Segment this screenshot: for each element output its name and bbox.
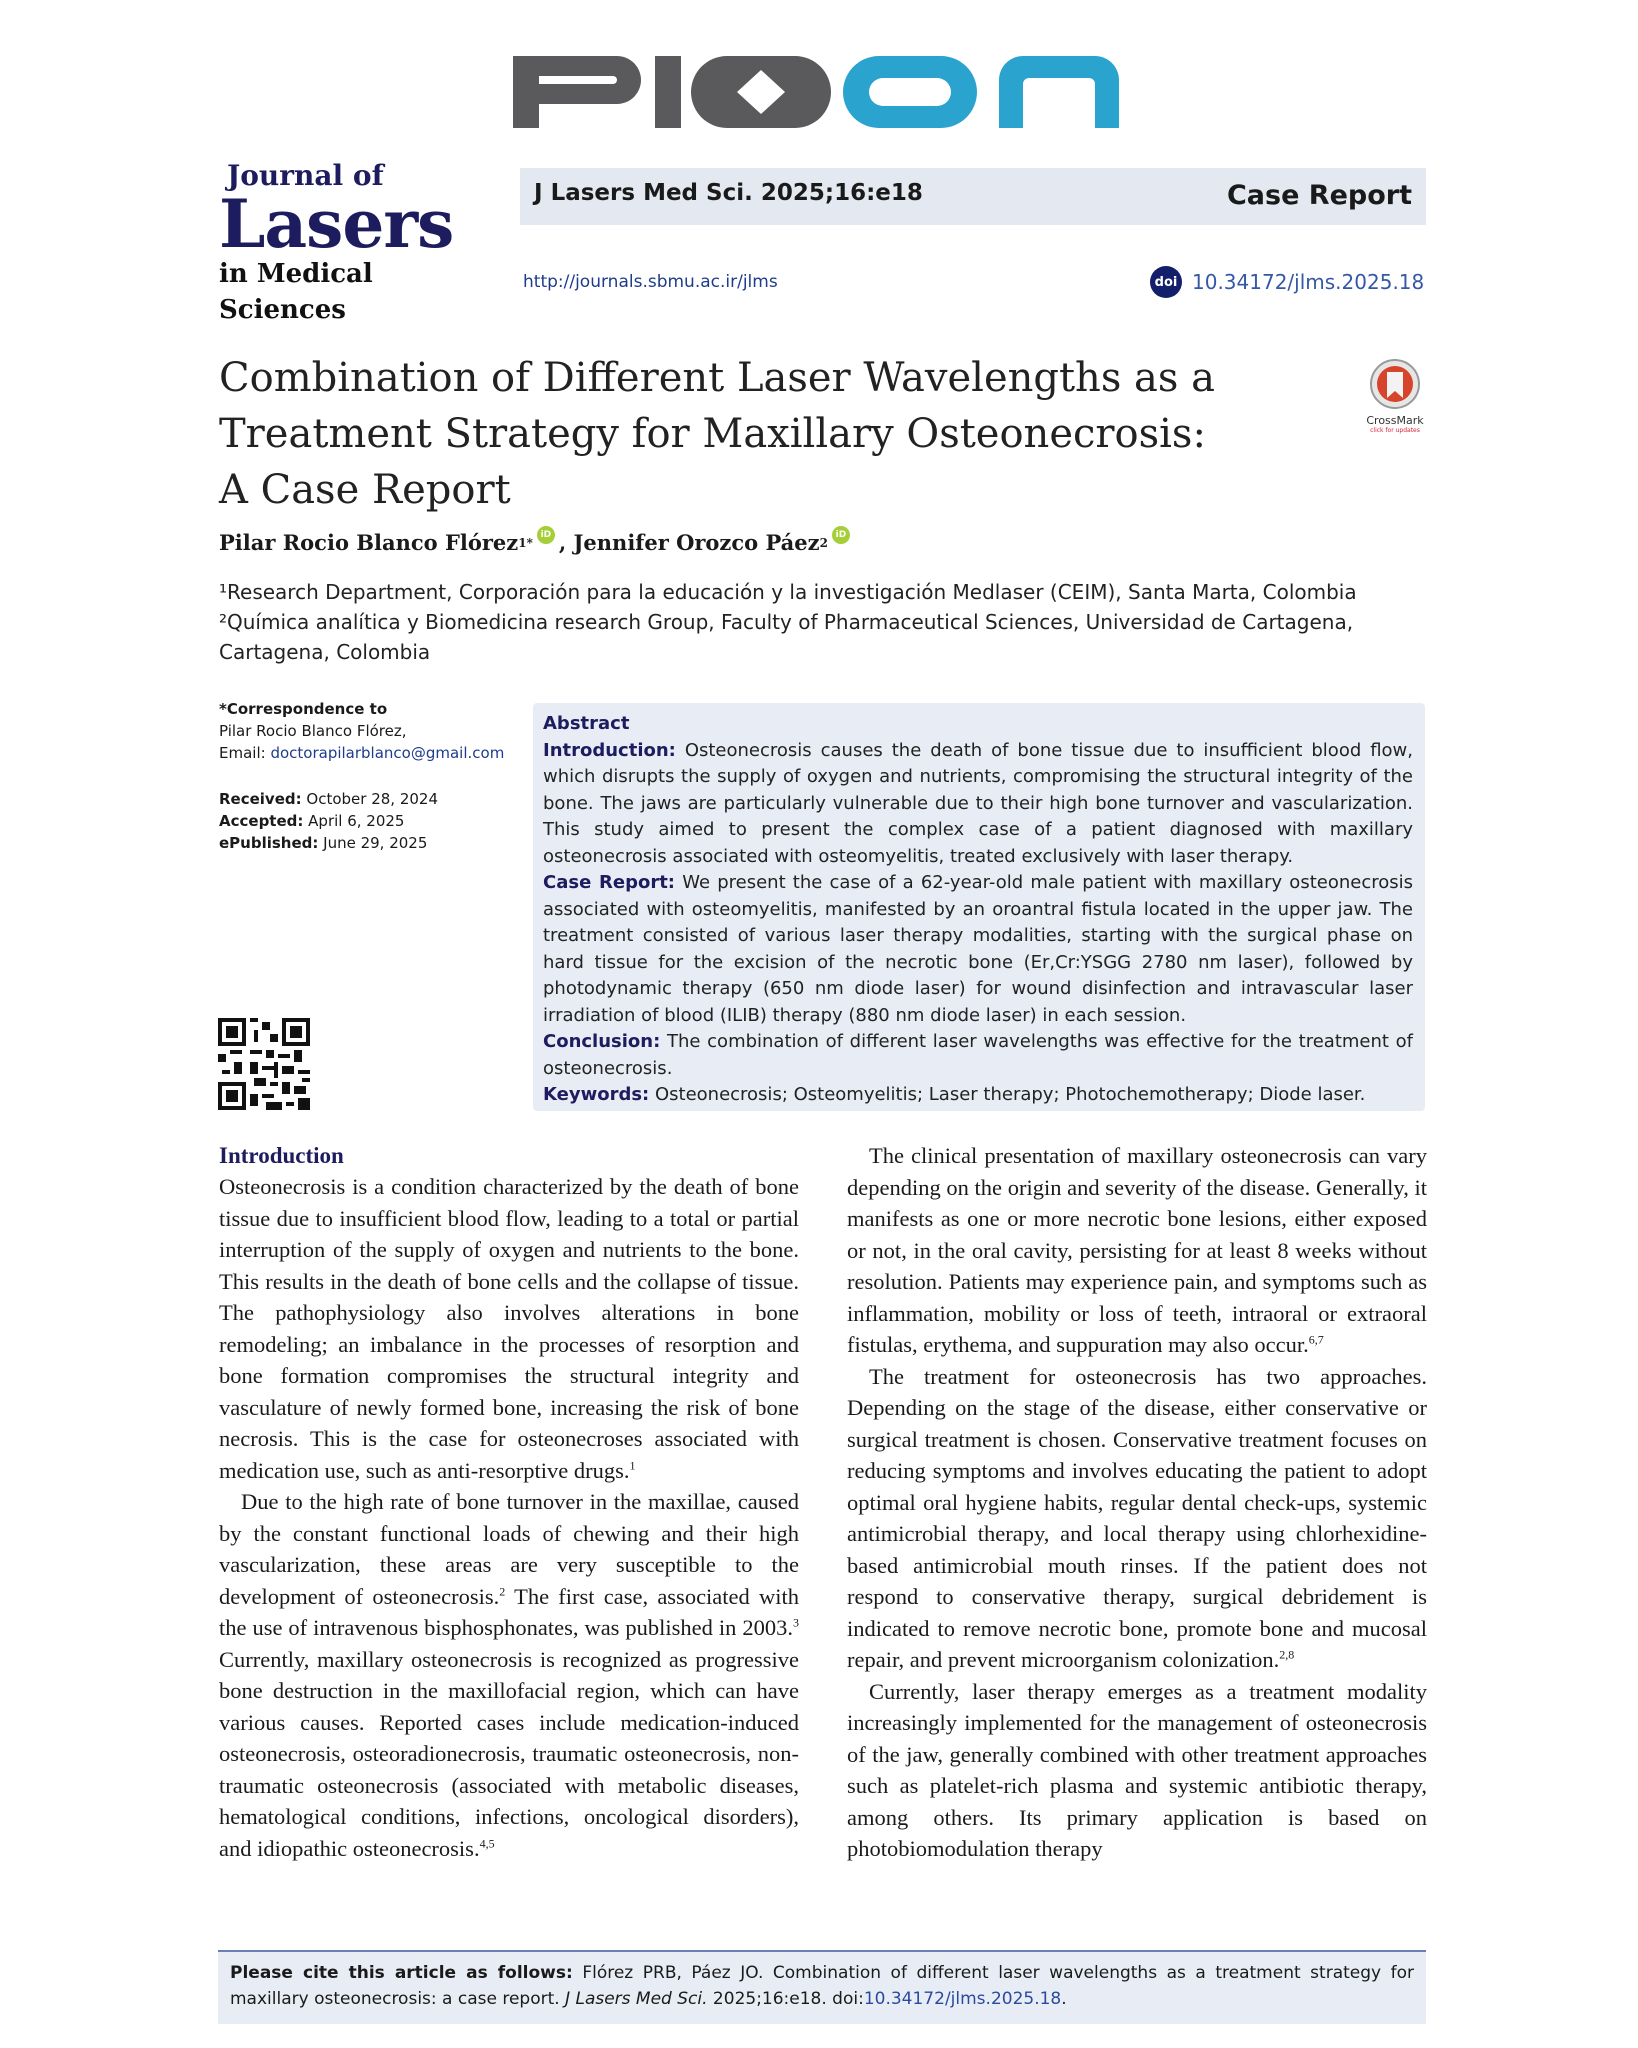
journal-line3: in Medical Sciences	[219, 259, 373, 325]
title-line: Treatment Strategy for Maxillary Osteonecrosis:	[219, 411, 1206, 457]
reference-sup[interactable]: 3	[793, 1615, 799, 1630]
journal-line2: Lasers	[219, 185, 454, 263]
email-label: Email:	[219, 744, 271, 762]
keywords-label: Keywords:	[543, 1084, 650, 1105]
conclusion-text: The combination of different laser wavelengths was effective for the treatment of osteonecrosis.	[543, 1031, 1413, 1079]
paragraph-text: Currently, laser therapy emerges as a treatment modality increasingly implemented for the management of osteonecrosis of the jaw, generally combined with other treatment approaches such as platelet-rich plasma and systemic antibiotic therapy, among others. Its primary application is based on photobiomodulation therapy	[847, 1678, 1427, 1861]
article-title	[219, 350, 1279, 518]
correspondence	[219, 698, 519, 764]
affiliation: ¹Research Department, Corporación para la educación y la investigación Medlaser (CEIM), Santa Marta, Colombia	[219, 580, 1357, 604]
cite-journal: J Lasers Med Sci.	[565, 1989, 708, 2009]
orcid-icon[interactable]: iD	[537, 526, 555, 544]
cite-text: Flórez PRB, Páez JO. Combination of different laser wavelengths as a treatment strategy for maxillary osteonecrosis: a case report.	[230, 1963, 1414, 2009]
paragraph-text: Osteonecrosis is a condition characterized by the death of bone tissue due to insufficient blood flow, leading to a total or partial interruption of the supply of oxygen and nutrients to the bone. This results in the death of bone cells and the collapse of tissue. The pathophysiology also involves alterations in bone remodeling; an imbalance in the processes of resorption and bone formation compromises the structural integrity and vasculature of newly formed bone, increasing the risk of bone necrosis. This is the case for osteonecroses associated with medication use, such as anti-resorptive drugs.	[219, 1174, 799, 1483]
paragraph-text: Due to the high rate of bone turnover in the maxillae, caused by the constant functional loads of chewing and their high vascularization, these areas are very susceptible to the development of osteonecrosis.	[219, 1489, 799, 1609]
case-label: Case Report:	[543, 872, 676, 893]
journal-url[interactable]: http://journals.sbmu.ac.ir/jlms	[523, 272, 778, 292]
epub-date: June 29, 2025	[318, 834, 428, 852]
paragraph-text: The clinical presentation of maxillary osteonecrosis can vary depending on the origin and severity of the disease. Generally, it manifests as one or more necrotic bone lesions, either exposed or not, in the oral cavity, persisting for at least 8 weeks without resolution. Patients may experience pain, and symptoms such as inflammation, mobility or loss of teeth, intraoral or extraoral fistulas, erythema, and suppuration may also occur.	[847, 1143, 1427, 1357]
keywords-text: Osteonecrosis; Osteomyelitis; Laser therapy; Photochemotherapy; Diode laser.	[649, 1084, 1366, 1105]
crossmark-icon	[1369, 358, 1421, 410]
abstract-box	[533, 703, 1425, 1111]
body-column-left	[219, 1140, 799, 1864]
cite-label: Please cite this article as follows:	[230, 1963, 573, 1983]
body-column-right	[847, 1140, 1427, 1865]
intro-label: Introduction:	[543, 739, 676, 761]
accepted-date: April 6, 2025	[303, 812, 405, 830]
reference-sup[interactable]: 6,7	[1308, 1332, 1324, 1347]
affiliation: ²Química analítica y Biomedicina research Group, Faculty of Pharmaceutical Sciences, Universidad de Cartagena,	[219, 610, 1354, 634]
crossmark-sub: click for updates	[1370, 427, 1420, 434]
paragraph	[847, 1676, 1427, 1865]
article-dates	[219, 788, 438, 854]
received-label: Received:	[219, 790, 302, 808]
epub-label: ePublished:	[219, 834, 319, 852]
cite-tail: 2025;16:e18. doi:	[707, 1989, 864, 2009]
paragraph	[219, 1171, 799, 1486]
author-list: Pilar Rocio Blanco Flórez 1* iD , Jennifer Orozco Páez 2 iD	[219, 530, 854, 555]
author-name: Pilar Rocio Blanco Flórez	[219, 530, 519, 555]
correspondence-name: Pilar Rocio Blanco Flórez,	[219, 722, 407, 740]
conclusion-label: Conclusion:	[543, 1031, 661, 1052]
citation-bar	[520, 168, 1426, 225]
reference-sup[interactable]: 4,5	[479, 1836, 495, 1850]
reference-sup[interactable]: 2	[499, 1584, 506, 1598]
title-line: Combination of Different Laser Wavelengths as a	[219, 355, 1215, 401]
article-type: Case Report	[1226, 180, 1412, 211]
journal-brand	[219, 160, 499, 328]
paragraph-text: Currently, maxillary osteonecrosis is recognized as progressive bone destruction in the maxillofacial region, which can have various causes. Reported cases include medication-induced osteonecrosis, osteoradionecrosis, traumatic osteonecrosis, non-traumatic osteonecrosis (associated with metabolic diseases, hematological conditions, infections, oncological disorders), and idiopathic osteonecrosis.	[219, 1646, 799, 1861]
paragraph-text: The treatment for osteonecrosis has two approaches. Depending on the stage of the disease, either conservative or surgical treatment is chosen. Conservative treatment focuses on reducing symptoms and involves educating the patient to adopt optimal oral hygiene habits, regular dental check-ups, systemic antimicrobial therapy, and local therapy using chlorhexidine-based antimicrobial mouth rinses. If the patient does not respond to conservative therapy, surgical debridement is indicated to remove necrotic bone, promote bone and mucosal repair, and prevent microorganism colonization.	[847, 1363, 1427, 1672]
journal-citation: J Lasers Med Sci. 2025;16:e18	[534, 180, 923, 206]
cite-this-article	[218, 1950, 1426, 2024]
email-link[interactable]: doctorapilarblanco@gmail.com	[270, 744, 505, 762]
accepted-label: Accepted:	[219, 812, 304, 830]
reference-sup[interactable]: 1	[629, 1458, 636, 1472]
paragraph	[847, 1361, 1427, 1676]
cite-end: .	[1061, 1989, 1067, 2009]
title-line: A Case Report	[219, 467, 511, 513]
orcid-icon[interactable]: iD	[832, 526, 850, 544]
case-text: We present the case of a 62-year-old male patient with maxillary osteonecrosis associated with osteomyelitis, manifested by an oroantral fistula located in the upper jaw. The treatment consisted of various laser therapy modalities, starting with the surgical phase on hard tissue for the excision of the necrotic bone (Er,Cr:YSGG 2780 nm laser), followed by photodynamic therapy (650 nm diode laser) for wound disinfection and intravascular laser irradiation of blood (ILIB) therapy (880 nm diode laser) in each session.	[543, 872, 1413, 1026]
qr-code-icon[interactable]	[218, 1018, 310, 1110]
doi-icon: doi	[1150, 266, 1182, 298]
abstract-heading: Abstract	[543, 713, 630, 734]
paragraph-text: The first case, associated with the use of intravenous bisphosphonates, was published in 2003.	[219, 1583, 800, 1640]
received-date: October 28, 2024	[301, 790, 438, 808]
affiliations	[219, 577, 1369, 667]
paragraph	[219, 1486, 799, 1864]
doi-text: 10.34172/jlms.2025.18	[1192, 270, 1425, 294]
intro-text: Osteonecrosis causes the death of bone tissue due to insufficient blood flow, which disrupts the supply of oxygen and nutrients, compromising the structural integrity of the bone. The jaws are particularly vulnerable due to their high bone turnover and vascularization. This study aimed to present the complex case of a patient diagnosed with maxillary osteonecrosis associated with osteomyelitis, treated exclusively with laser therapy.	[543, 739, 1413, 867]
paragraph	[847, 1140, 1427, 1361]
crossmark-badge[interactable]	[1360, 358, 1430, 434]
pioon-logo	[505, 50, 1135, 132]
journal-line1: Journal of	[227, 159, 384, 192]
cite-doi-link[interactable]: 10.34172/jlms.2025.18	[863, 1989, 1062, 2009]
author-name: Jennifer Orozco Páez	[573, 530, 820, 555]
correspondence-label: *Correspondence to	[219, 700, 388, 718]
crossmark-label: CrossMark	[1366, 414, 1424, 427]
reference-sup[interactable]: 2,8	[1279, 1647, 1295, 1662]
section-heading-introduction: Introduction	[219, 1143, 344, 1168]
doi-link[interactable]	[1150, 266, 1424, 298]
author-separator: ,	[558, 530, 574, 555]
affiliation: Cartagena, Colombia	[219, 640, 431, 664]
